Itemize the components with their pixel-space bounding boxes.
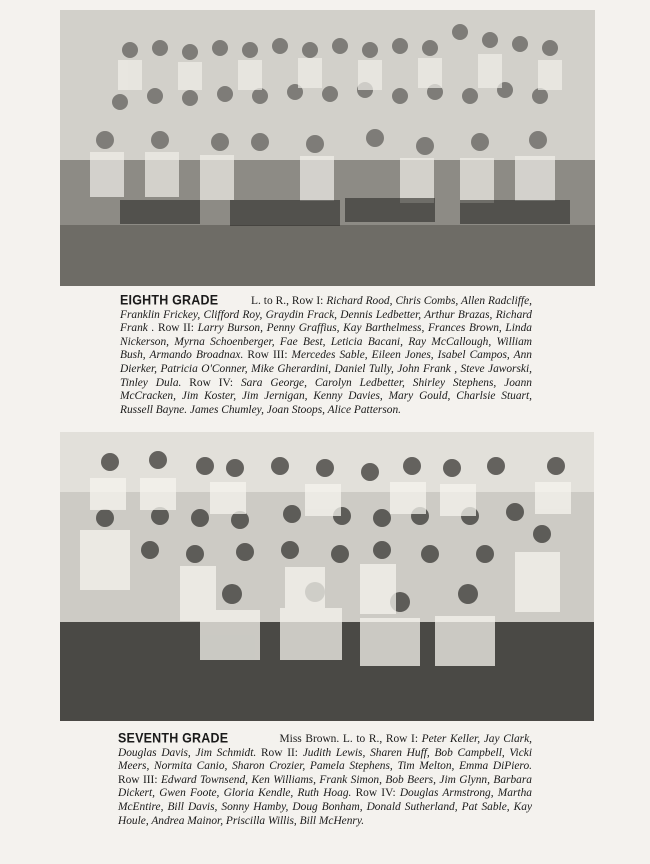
eighth-grade-row3-label: Row III: bbox=[247, 349, 288, 362]
seventh-grade-row2-names: Judith Lewis, Sharen Huff, Bob Campbell, Vicki Meers, Normita Canio, Sharon Crozier, Pamela Stephens, Tim Melton, Emma DiPiero. bbox=[118, 746, 532, 773]
eighth-grade-row4-label: Row IV: bbox=[189, 376, 234, 389]
eighth-grade-row1-label: L. to R., Row I: bbox=[251, 295, 324, 307]
seventh-grade-row1-label: L. to R., Row I: bbox=[342, 733, 418, 745]
seventh-grade-photo-figures bbox=[60, 432, 594, 721]
seventh-grade-row3-label: Row III: bbox=[118, 773, 158, 786]
eighth-grade-class-photo bbox=[60, 10, 595, 286]
seventh-grade-row2-label: Row II: bbox=[260, 746, 298, 759]
eighth-grade-caption bbox=[120, 294, 532, 417]
seventh-grade-row3-names: Edward Townsend, Ken Williams, Frank Simon, Bob Beers, Jim Glynn, Barbara Dickert, Gwen Foote, Gloria Kendle, Ruth Hoag. bbox=[118, 773, 532, 800]
eighth-grade-row3-names: Mercedes Sable, Eileen Jones, Isabel Campos, Ann Dierker, Patricia O'Conner, Mike Gherardini, Daniel Tully, John Frank , Steve Jaworski, Tinley Dula. bbox=[120, 349, 532, 389]
eighth-grade-row4-names: Sara George, Carolyn Ledbetter, Shirley Stephens, Joann McCracken, Jim Koster, Jim Jernigan, Kenny Davies, Mary Gould, Charlsie Stuart, Russell Bayne. James Chumley, Joan Stoops, Alice Patterson. bbox=[120, 376, 532, 416]
seventh-grade-class-photo bbox=[60, 432, 594, 721]
eighth-grade-row1-names: Richard Rood, Chris Combs, Allen Radcliffe, Franklin Frickey, Clifford Roy, Graydin Frack, Dennis Ledbetter, Arthur Brazas, Richard Frank . bbox=[120, 295, 532, 335]
eighth-grade-photo-figures bbox=[60, 10, 595, 286]
seventh-grade-row4-label: Row IV: bbox=[355, 787, 396, 800]
seventh-grade-title: SEVENTH GRADE bbox=[118, 730, 229, 746]
eighth-grade-row2-label: Row II: bbox=[158, 322, 194, 335]
seventh-grade-teacher: Miss Brown. bbox=[279, 733, 340, 745]
eighth-grade-title: EIGHTH GRADE bbox=[120, 292, 219, 308]
seventh-grade-caption bbox=[118, 732, 532, 828]
seventh-grade-row1-names: Peter Keller, Jay Clark, Douglas Davis, Jim Schmidt. bbox=[118, 733, 532, 759]
seventh-grade-row4-names: Douglas Armstrong, Martha McEntire, Bill Davis, Sonny Hamby, Doug Bonham, Donald Sutherland, Pat Sable, Kay Houle, Andrea Mainor, Priscilla Willis, Bill McHenry. bbox=[118, 787, 532, 827]
eighth-grade-row2-names: Larry Burson, Penny Graffius, Kay Barthelmess, Frances Brown, Linda Nickerson, Myrna Schoenberger, Fae Best, Leticia Bacani, Ray McCallough, William Bush, Armando Broadnax. bbox=[120, 322, 532, 362]
